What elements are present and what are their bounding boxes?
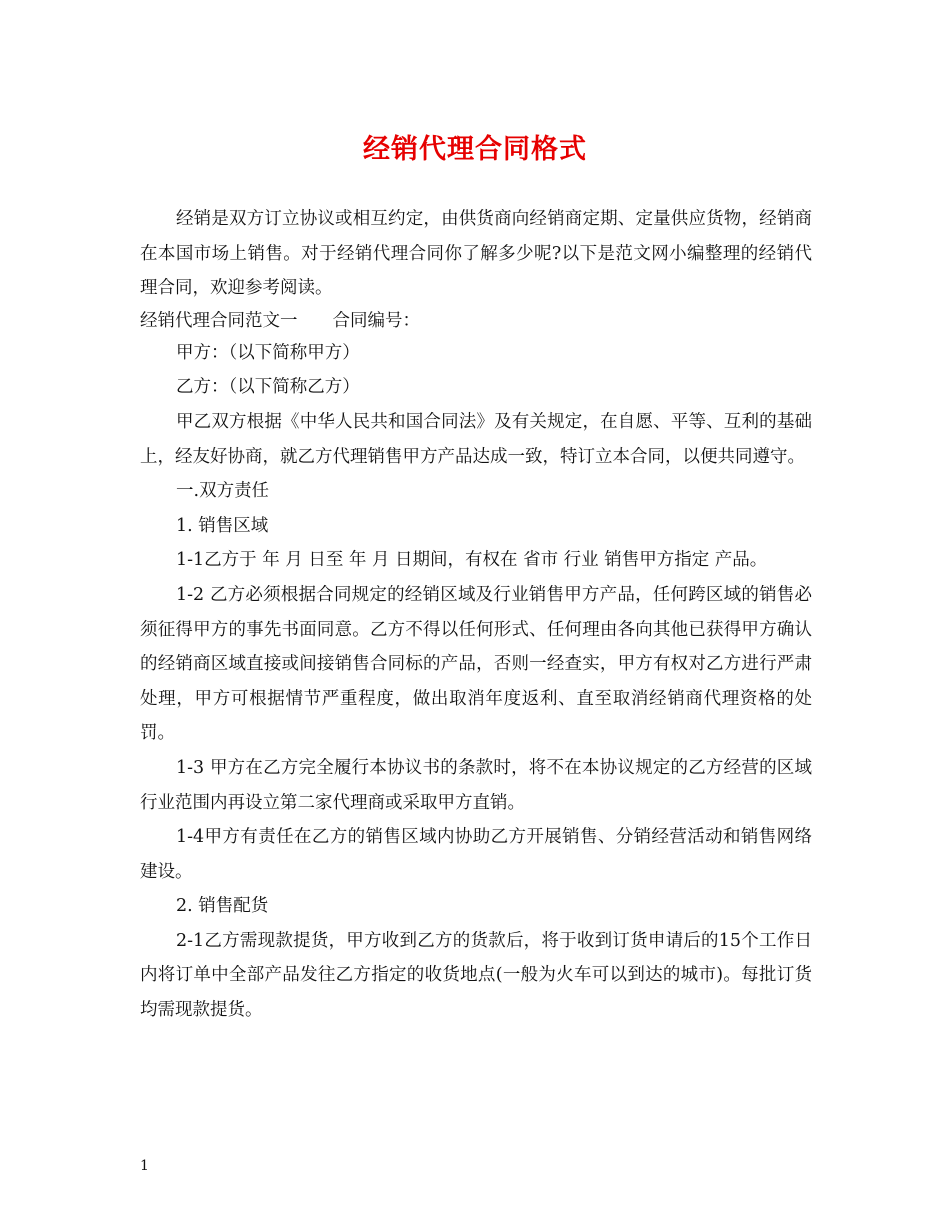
section-heading: 一.双方责任 bbox=[176, 481, 270, 502]
document-body bbox=[140, 202, 812, 1028]
intro-paragraph: 经销是双方订立协议或相互约定，由供货商向经销商定期、定量供应货物，经销商在本国市场上销售。对于经销代理合同你了解多少呢?以下是范文网小编整理的经销代理合同，欢迎参考阅读。 bbox=[140, 209, 812, 299]
clause-paragraph: 1-1乙方于 年 月 日至 年 月 日期间，有权在 省市 行业 销售甲方指定 产品。 bbox=[176, 550, 768, 571]
clause-paragraph: 1-2 乙方必须根据合同规定的经销区域及行业销售甲方产品，任何跨区域的销售必须征得甲方的事先书面同意。乙方不得以任何形式、任何理由各向其他已获得甲方确认的经销商区域直接或间接销售合同标的产品，否则一经查实，甲方有权对乙方进行严肃处理，甲方可根据情节严重程度，做出取消年度返利、直至取消经销商代理资格的处罚。 bbox=[140, 584, 812, 744]
clause-paragraph: 1-4甲方有责任在乙方的销售区域内协助乙方开展销售、分销经营活动和销售网络建设。 bbox=[140, 827, 812, 882]
preamble-paragraph: 甲乙双方根据《中华人民共和国合同法》及有关规定，在自愿、平等、互利的基础上，经友好协商，就乙方代理销售甲方产品达成一致，特订立本合同，以便共同遵守。 bbox=[140, 411, 812, 467]
subsection-heading: 2. 销售配货 bbox=[176, 896, 269, 917]
clause-paragraph: 1-3 甲方在乙方完全履行本协议书的条款时，将不在本协议规定的乙方经营的区域行业范围内再设立第二家代理商或采取甲方直销。 bbox=[140, 757, 812, 813]
document-title: 经销代理合同格式 bbox=[363, 134, 587, 165]
sample-heading-line: 经销代理合同范文一 合同编号： bbox=[140, 310, 420, 331]
page-number: 1 bbox=[140, 1158, 149, 1174]
subsection-heading: 1. 销售区域 bbox=[176, 515, 269, 536]
clause-paragraph: 2-1乙方需现款提货，甲方收到乙方的货款后，将于收到订货申请后的15个工作日内将订单中全部产品发往乙方指定的收货地点(一般为火车可以到达的城市)。每批订货均需现款提货。 bbox=[140, 930, 812, 1021]
party-a-line: 甲方：（以下简称甲方） bbox=[176, 342, 360, 363]
party-b-line: 乙方：（以下简称乙方） bbox=[176, 377, 360, 398]
